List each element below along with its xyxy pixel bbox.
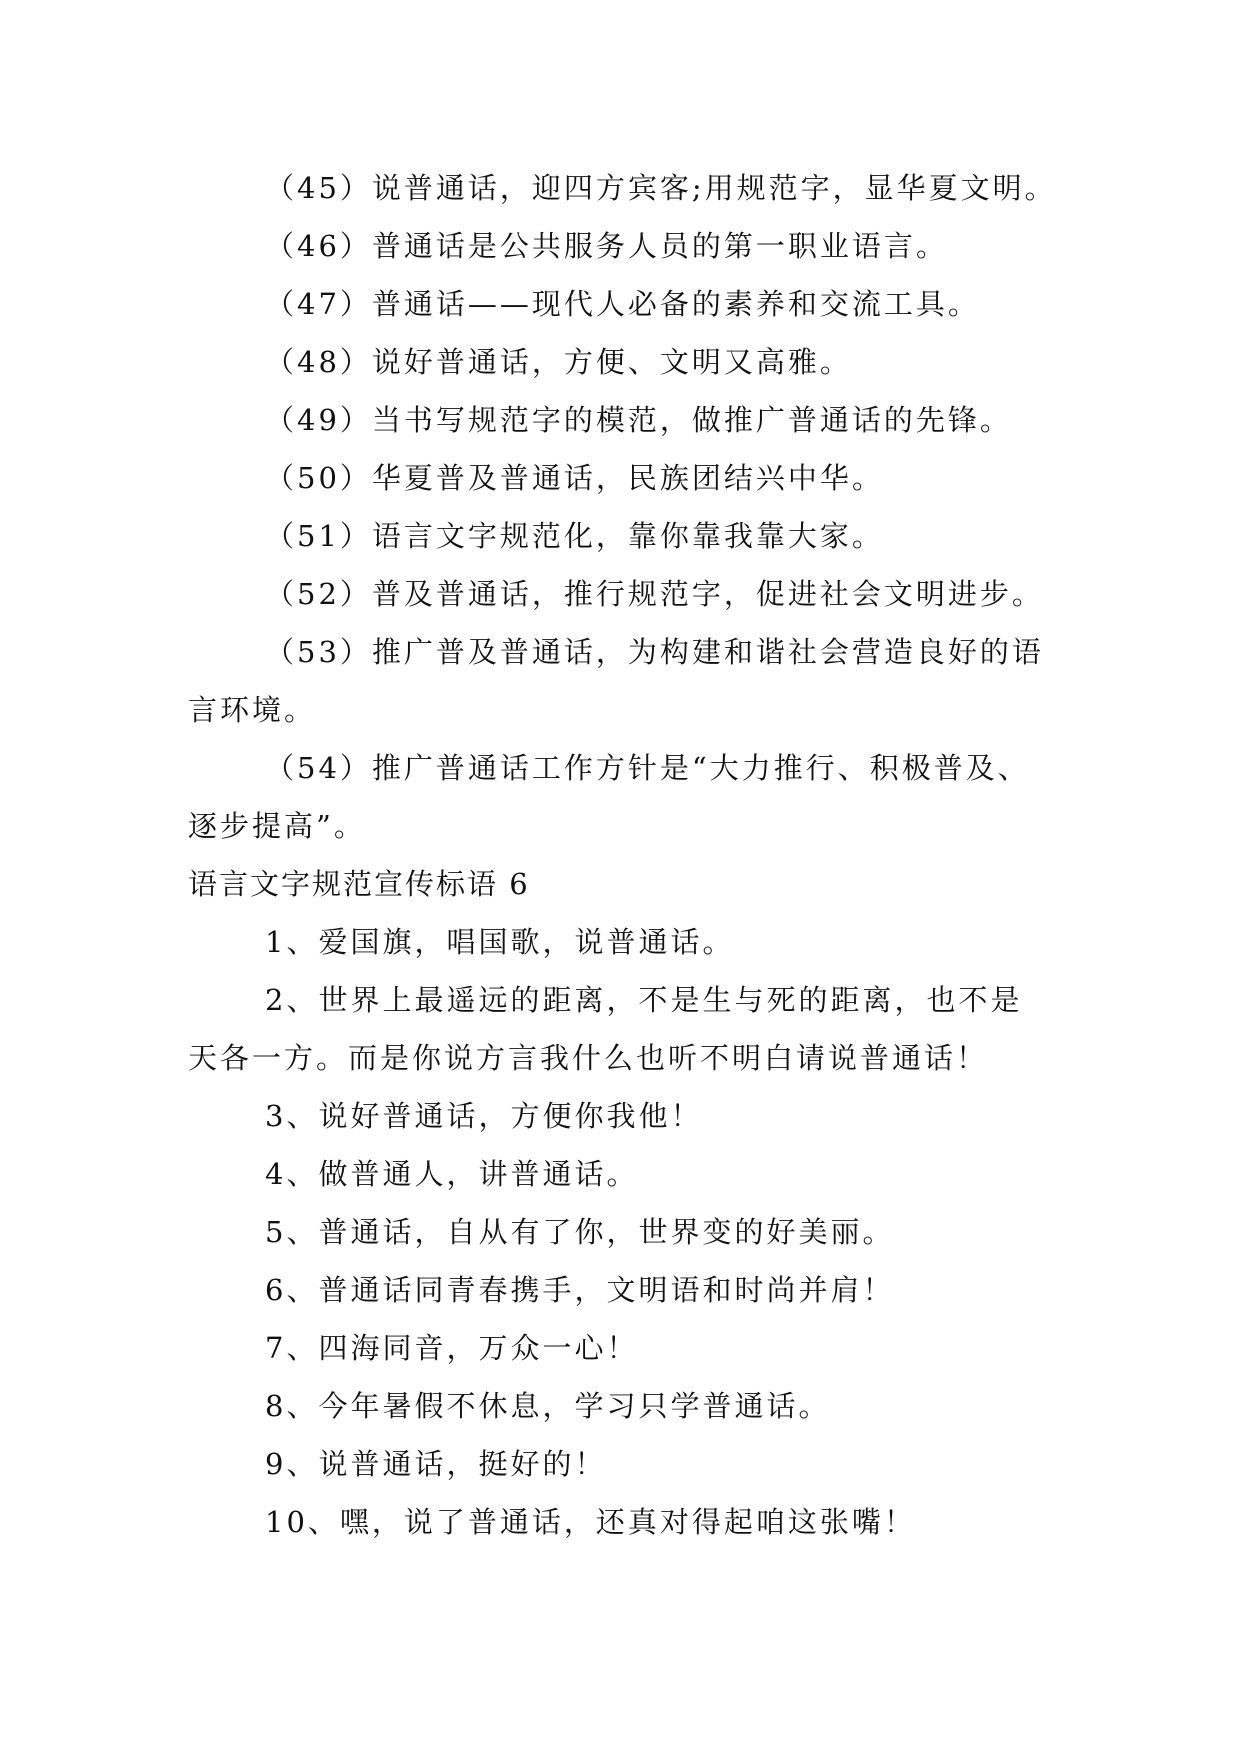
slogan-1: 1、爱国旗，唱国歌，说普通话。 bbox=[265, 925, 735, 959]
slogan-48: （48）说好普通话，方便、文明又高雅。 bbox=[265, 345, 852, 379]
slogan-8: 8、今年暑假不休息，学习只学普通话。 bbox=[265, 1389, 831, 1423]
slogan-49: （49）当书写规范字的模范，做推广普通话的先锋。 bbox=[265, 403, 1012, 437]
slogan-53-line1: （53）推广普及普通话，为构建和谐社会营造良好的语 bbox=[265, 635, 1044, 669]
slogan-46: （46）普通话是公共服务人员的第一职业语言。 bbox=[265, 229, 948, 263]
section-heading: 语言文字规范宣传标语 6 bbox=[188, 867, 530, 901]
slogan-52: （52）普及普通话，推行规范字，促进社会文明进步。 bbox=[265, 577, 1044, 611]
slogan-3: 3、说好普通话，方便你我他！ bbox=[265, 1099, 703, 1133]
slogan-6: 6、普通话同青春携手，文明语和时尚并肩！ bbox=[265, 1273, 895, 1307]
slogan-54-line2: 逐步提高”。 bbox=[188, 809, 366, 843]
slogan-54-line1: （54）推广普通话工作方针是“大力推行、积极普及、 bbox=[265, 751, 1030, 785]
slogan-50: （50）华夏普及普通话，民族团结兴中华。 bbox=[265, 461, 884, 495]
slogan-5: 5、普通话，自从有了你，世界变的好美丽。 bbox=[265, 1215, 895, 1249]
slogan-51: （51）语言文字规范化，靠你靠我靠大家。 bbox=[265, 519, 884, 553]
slogan-10: 10、嘿，说了普通话，还真对得起咱这张嘴！ bbox=[265, 1505, 916, 1539]
slogan-9: 9、说普通话，挺好的！ bbox=[265, 1447, 607, 1481]
slogan-45: （45）说普通话，迎四方宾客;用规范字，显华夏文明。 bbox=[265, 171, 1057, 205]
slogan-2-line1: 2、世界上最遥远的距离，不是生与死的距离，也不是 bbox=[265, 983, 1023, 1017]
slogan-53-line2: 言环境。 bbox=[188, 693, 317, 727]
slogan-7: 7、四海同音，万众一心！ bbox=[265, 1331, 639, 1365]
slogan-4: 4、做普通人，讲普通话。 bbox=[265, 1157, 639, 1191]
slogan-2-line2: 天各一方。而是你说方言我什么也听不明白请说普通话！ bbox=[188, 1041, 989, 1075]
slogan-47: （47）普通话——现代人必备的素养和交流工具。 bbox=[265, 287, 980, 321]
